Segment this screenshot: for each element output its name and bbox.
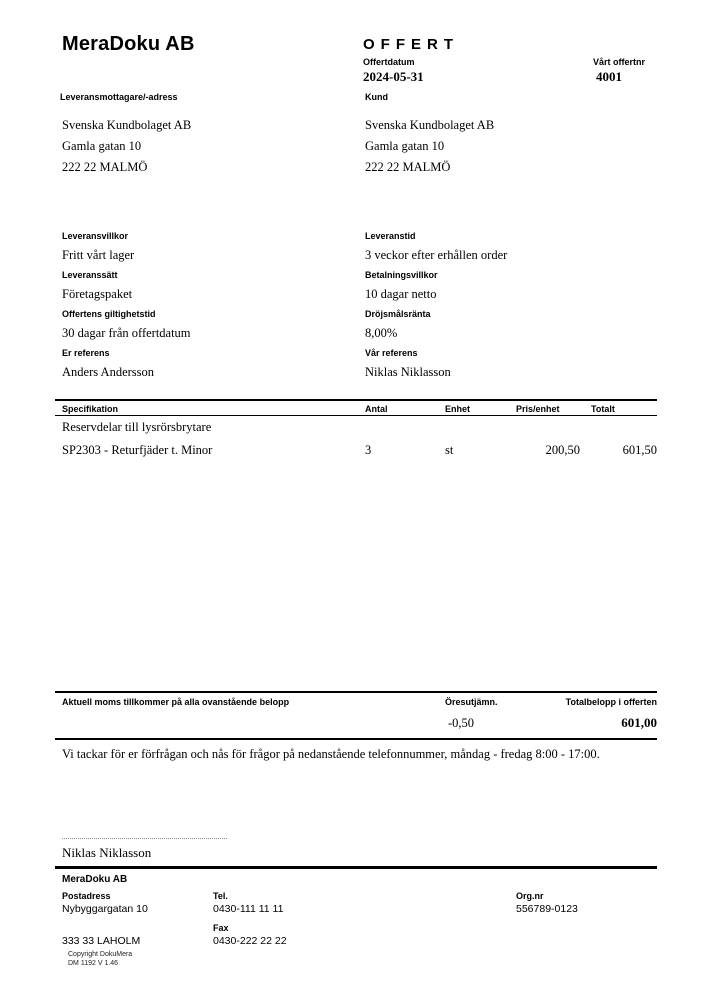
table-row-spec: Reservdelar till lysrörsbrytare [62,420,212,434]
customer-address-line: Svenska Kundbolaget AB [365,118,495,132]
signature-dotted-line [62,838,227,839]
table-header-pris-enhet: Pris/enhet [516,404,560,414]
term-label: Offertens giltighetstid [62,309,156,319]
vart-offertnr-label: Vårt offertnr [593,57,646,67]
leveransmottagare-label: Leveransmottagare/-adress [60,92,178,102]
copyright-note: Copyright DokuMera [68,951,133,958]
term-value: Fritt vårt lager [62,248,135,262]
table-row-spec: SP2303 - Returfjäder t. Minor [62,443,213,457]
totals-bottom-rule [55,738,657,740]
form-version-note: DM 1192 V 1.46 [68,960,119,967]
table-header-enhet: Enhet [445,404,471,414]
table-row-enhet: st [445,443,454,457]
delivery-address-line: Svenska Kundbolaget AB [62,118,192,132]
table-header-totalt: Totalt [591,404,615,414]
fax-value: 0430-222 22 22 [213,935,287,947]
delivery-address-line: 222 22 MALMÖ [62,160,148,174]
term-er-referens [62,348,154,381]
term-label: Leveranstid [365,231,416,241]
delivery-address-line: Gamla gatan 10 [62,139,142,153]
orgnr-label: Org.nr [516,891,544,901]
offertdatum-value: 2024-05-31 [363,69,424,84]
table-top-rule [55,399,657,401]
postadress-value: Nybyggargatan 10 [62,903,148,915]
table-row-antal: 3 [365,443,372,457]
signature-name: Niklas Niklasson [62,845,152,860]
delivery-address-block [62,115,191,178]
term-leveranstid [365,231,507,264]
tel-value: 0430-111 11 11 [213,903,284,915]
table-header-rule [55,415,657,416]
term-value: 3 veckor efter erhållen order [365,248,508,262]
term-value: Niklas Niklasson [365,365,451,379]
term-label: Vår referens [365,348,418,358]
totalbelopp-value: 601,00 [621,715,657,730]
customer-address-line: 222 22 MALMÖ [365,160,451,174]
table-row-totalt: 601,50 [622,443,657,457]
totalbelopp-label: Totalbelopp i offerten [565,697,657,707]
term-value: Anders Andersson [62,365,155,379]
tel-label: Tel. [213,891,228,901]
footer-company-name: MeraDoku AB [62,874,128,885]
term-label: Leveranssätt [62,270,118,280]
term-drojsmalsranta [365,309,431,342]
term-var-referens [365,348,451,381]
term-giltighetstid [62,309,191,342]
term-betalningsvillkor [365,270,438,303]
customer-address-line: Gamla gatan 10 [365,139,445,153]
term-label: Betalningsvillkor [365,270,438,280]
term-leveransvillkor [62,231,134,264]
term-value: 30 dagar från offertdatum [62,326,191,340]
moms-note: Aktuell moms tillkommer på alla ovanstående belopp [62,697,290,707]
postadress-label: Postadress [62,891,111,901]
footer-top-rule [55,866,657,869]
customer-address-block [365,115,494,178]
table-row-pris: 200,50 [545,443,580,457]
term-value: 8,00% [365,326,398,340]
vart-offertnr-value: 4001 [596,69,622,84]
fax-label: Fax [213,923,229,933]
company-name-heading: MeraDoku AB [62,33,195,55]
oresutjamn-value: -0,50 [448,716,475,730]
footer-city: 333 33 LAHOLM [62,935,141,947]
kund-label: Kund [365,92,388,102]
term-leveranssatt [62,270,132,303]
term-value: 10 dagar netto [365,287,437,301]
totals-top-rule [55,691,657,693]
offertdatum-label: Offertdatum [363,57,415,67]
table-header-antal: Antal [365,404,388,414]
term-value: Företagspaket [62,287,133,301]
term-label: Dröjsmålsränta [365,309,431,319]
oresutjamn-label: Öresutjämn. [445,697,498,707]
table-header-specifikation: Specifikation [62,404,119,414]
term-label: Er referens [62,348,110,358]
term-label: Leveransvillkor [62,231,129,241]
thank-you-message: Vi tackar för er förfrågan och nås för frågor på nedanstående telefonnummer, måndag - fredag 8:00 - 17:00. [62,747,600,761]
orgnr-value: 556789-0123 [516,903,578,915]
document-type-title: OFFERT [363,36,459,53]
